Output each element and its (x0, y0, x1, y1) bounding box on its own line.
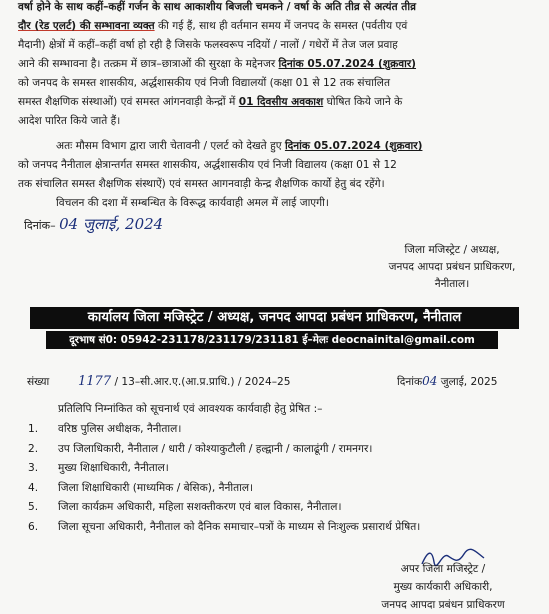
para1-line7: आदेश पारित किये जाते हैं। (18, 115, 121, 127)
ref-date-suffix: जुलाई, 2025 (437, 376, 498, 388)
signatory2-role: मुख्य कार्यकारी अधिकारी, (393, 581, 493, 593)
copy-recipient-text: जिला कार्यक्रम अधिकारी, महिला सशक्तीकरण एवं बाल विकास, नैनीताल। (58, 501, 342, 513)
copy-recipient-number: 2. (28, 442, 39, 455)
copy-recipient-item (28, 498, 538, 518)
paragraph-closure (18, 137, 536, 213)
para1-line6a: समस्त शैक्षणिक संस्थाओं) (18, 96, 118, 108)
ref-number: 1177 (78, 374, 112, 389)
para1-line2: की गई हैं, साथ ही वर्तमान समय में जनपद के समस्त (पर्वतीय एवं (154, 20, 408, 32)
copy-intro: प्रतिलिपि निम्नांकित को सूचनार्थ एवं आवश्यक कार्यवाही हेतु प्रेषित :– (58, 403, 323, 415)
office-banner: कार्यालय जिला मजिस्ट्रेट / अध्यक्ष, जनपद आपदा प्रबंधन प्राधिकरण, नैनीताल (30, 307, 519, 329)
signatory-block (362, 242, 542, 293)
copy-recipient-item (28, 479, 538, 499)
copy-recipients-list (28, 420, 538, 537)
para1-line5: को जनपद के समस्त शासकीय, अर्द्धशासकीय एवं निजी विद्यालयों (कक्षा 01 से 12 तक संचालित (18, 77, 390, 89)
ref-date-day: 04 (422, 374, 438, 388)
copy-recipient-item (28, 420, 538, 440)
para1-line6d: घोषित किये जाने के (323, 96, 403, 108)
signatory-place: नैनीताल। (434, 278, 470, 290)
para1-line4: आने की सम्भावना है। तत्क्रम में छात्र–छात्राओं की सुरक्षा के मद्देनजर (18, 58, 279, 70)
copy-recipient-number: 5. (28, 501, 39, 513)
ref-date (397, 374, 497, 389)
copy-recipient-text: जिला शिक्षाधिकारी (माध्यमिक / बेसिक), नैनीताल। (58, 481, 254, 494)
red-alert-phrase: दौर (रेड एलर्ट) की सम्भावना व्यक्त (18, 20, 155, 32)
date-label: दिनांक– (24, 219, 56, 232)
copy-recipient-number: 4. (28, 481, 39, 494)
para2-line3: तक संचालित समस्त शैक्षणिक संस्थाऐं) एवं समस्त आगनवाड़ी केन्द्र शैक्षणिक कार्यो हेतु बंद रहेंगे। (18, 178, 385, 190)
copy-recipient-text: वरिष्ठ पुलिस अधीक्षक, नैनीताल। (58, 423, 182, 435)
handwritten-date: 04 जुलाई, 2024 (59, 215, 164, 233)
copy-recipient-number: 6. (28, 520, 39, 533)
para1-line1: वर्षा होने के साथ कहीं–कहीं गर्जन के साथ आकाशीय बिजली चमकने / वर्षा के अति तीव्र से अत्यंत तीव्र (18, 1, 416, 13)
para1-line6b: एवं समस्त आंगनवाड़ी केन्द्रों में (117, 96, 239, 108)
para2-line4: विचलन की दशा में सम्बन्धित के विरूद्ध कार्यवाही अमल में लाई जाएगी। (56, 197, 329, 209)
holiday-date: दिनांक 05.07.2024 (शुक्रवार) (278, 58, 417, 70)
copy-recipient-item (28, 440, 538, 460)
ref-label: संख्या (27, 376, 50, 388)
para1-line3: मैदानी) क्षेत्रों में कहीं–कहीं वर्षा हो रही है जिसके फलस्वरूप नदियों / नालों / गधेरों में तेज जल प्रवाह (18, 39, 398, 51)
copy-recipient-text: उप जिलाधिकारी, नैनीताल / धारी / कोश्याकुटौली / हल्द्वानी / कालाढूंगी / रामनगर। (58, 442, 373, 455)
copy-recipient-number: 3. (28, 462, 39, 474)
copy-recipient-number: 1. (28, 423, 39, 435)
reference-row (27, 374, 527, 389)
signatory2-title: अपर जिला मजिस्ट्रेट / (400, 563, 486, 575)
copy-recipient-text: मुख्य शिक्षाधिकारी, नैनीताल। (58, 462, 169, 474)
para2-line2: को जनपद नैनीताल क्षेत्रान्तर्गत समस्त शासकीय, अर्द्धशासकीय एवं निजी विद्यालय (कक्षा 01 से 12 (18, 159, 397, 171)
signatory-title: जिला मजिस्ट्रेट / अध्यक्ष, (404, 244, 500, 256)
copy-recipient-item (28, 518, 538, 538)
closure-date: दिनांक 05.07.2024 (शुक्रवार) (284, 140, 423, 152)
copy-recipient-text: जिला सूचना अधिकारी, नैनीताल को दैनिक समाचार–पत्रों के माध्यम से निःशुल्क प्रसारार्थ प्रेषित। (58, 520, 421, 533)
para2-line1: अतः मौसम विभाग द्वारा जारी चेतावनी / एलर्ट को देखते हुए (56, 140, 285, 152)
contact-banner: दूरभाष सं0: 05942-231178/231179/231181 ई–मेलः deocnainital@gmail.com (46, 331, 498, 349)
signatory2-block (348, 560, 538, 614)
ref-date-label: दिनांक (397, 376, 423, 388)
ref-suffix: / 13–सी.आर.ए.(आ.प्र.प्राधि.) / 2024–25 (114, 376, 291, 388)
signatory2-authority: जनपद आपदा प्रबंधन प्राधिकरण (381, 599, 505, 611)
copy-recipient-item (28, 459, 538, 479)
signatory-authority: जनपद आपदा प्रबंधन प्राधिकरण, (388, 261, 516, 273)
order-date (24, 214, 163, 234)
holiday-duration: 01 दिवसीय अवकाश (238, 96, 324, 108)
paragraph-order (18, 0, 536, 131)
